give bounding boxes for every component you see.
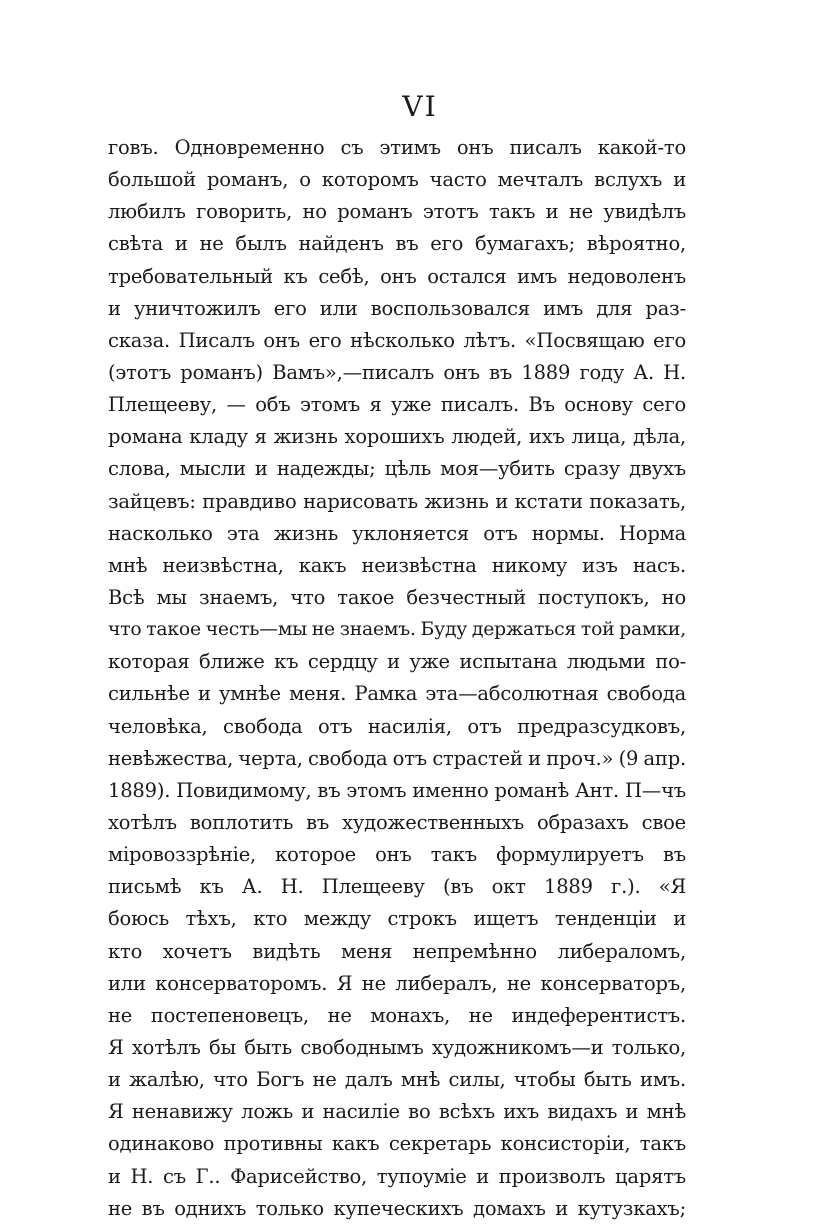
text-line: что такое честь—мы не знаемъ. Буду держаться той рамки, <box>108 619 686 641</box>
text-line: Я хотѣлъ бы быть свободнымъ художникомъ—и только, <box>108 1035 686 1059</box>
text-line: не въ однихъ только купеческихъ домахъ и кутузкахъ; <box>108 1196 686 1220</box>
text-line: міровоззрѣніе, которое онъ такъ формулируетъ въ <box>108 843 686 867</box>
text-line: не постепеновецъ, не монахъ, не индеферентистъ. <box>108 1003 686 1027</box>
text-line: или консерваторомъ. Я не либералъ, не консерваторъ, <box>108 971 686 995</box>
text-line: Плещееву, — объ этомъ я уже писалъ. Въ основу сего <box>108 393 686 417</box>
text-line: мнѣ неизвѣстна, какъ неизвѣстна никому изъ насъ. <box>108 553 686 577</box>
text-line: и жалѣю, что Богъ не далъ мнѣ силы, чтобы быть имъ. <box>108 1068 686 1092</box>
text-line: боюсь тѣхъ, кто между строкъ ищетъ тенденціи и <box>108 907 686 931</box>
text-line: насколько эта жизнь уклоняется отъ нормы. Норма <box>108 521 686 545</box>
text-line: Всѣ мы знаемъ, что такое безчестный поступокъ, но <box>108 585 686 609</box>
text-line: свѣта и не былъ найденъ въ его бумагахъ; вѣроятно, <box>108 232 686 256</box>
text-line: зайцевъ: правдиво нарисовать жизнь и кстати показать, <box>108 489 686 513</box>
page-number: VI <box>402 90 438 123</box>
text-line: требовательный къ себѣ, онъ остался имъ недоволенъ <box>108 264 686 288</box>
text-line: человѣка, свобода отъ насилія, отъ предразсудковъ, <box>108 714 686 738</box>
text-line: 1889). Повидимому, въ этомъ именно романѣ Ант. П—чъ <box>108 778 686 802</box>
text-line: которая ближе къ сердцу и уже испытана людьми по- <box>108 650 686 674</box>
text-line: сильнѣе и умнѣе меня. Рамка эта—абсолютная свобода <box>108 682 686 706</box>
text-line: хотѣлъ воплотить въ художественныхъ образахъ свое <box>108 810 686 834</box>
text-line: одинаково противны какъ секретарь консисторіи, такъ <box>108 1132 686 1156</box>
text-line: кто хочетъ видѣть меня непремѣнно либераломъ, <box>108 939 686 963</box>
text-line: Я ненавижу ложь и насиліе во всѣхъ ихъ видахъ и мнѣ <box>108 1100 686 1124</box>
text-line: и уничтожилъ его или воспользовался имъ для раз- <box>108 296 686 320</box>
text-line: (этотъ романъ) Вамъ»,—писалъ онъ въ 1889 году А. Н. <box>108 360 686 384</box>
text-line: сказа. Писалъ онъ его нѣсколько лѣтъ. «Посвящаю его <box>108 328 686 352</box>
text-line: слова, мысли и надежды; цѣль моя—убить сразу двухъ <box>108 457 686 481</box>
body-text <box>108 132 686 1225</box>
text-line: письмѣ къ А. Н. Плещееву (въ окт 1889 г.). «Я <box>108 875 686 899</box>
text-line: большой романъ, о которомъ часто мечталъ вслухъ и <box>108 168 686 192</box>
text-line: романа кладу я жизнь хорошихъ людей, ихъ лица, дѣла, <box>108 425 686 449</box>
text-line: любилъ говорить, но романъ этотъ такъ и не увидѣлъ <box>108 200 686 224</box>
text-line: говъ. Одновременно съ этимъ онъ писалъ какой-то <box>108 136 686 159</box>
text-line: невѣжества, черта, свобода отъ страстей и проч.» (9 апр. <box>108 746 686 770</box>
text-line: и Н. съ Г.. Фарисейство, тупоуміе и произволъ царятъ <box>108 1164 686 1188</box>
